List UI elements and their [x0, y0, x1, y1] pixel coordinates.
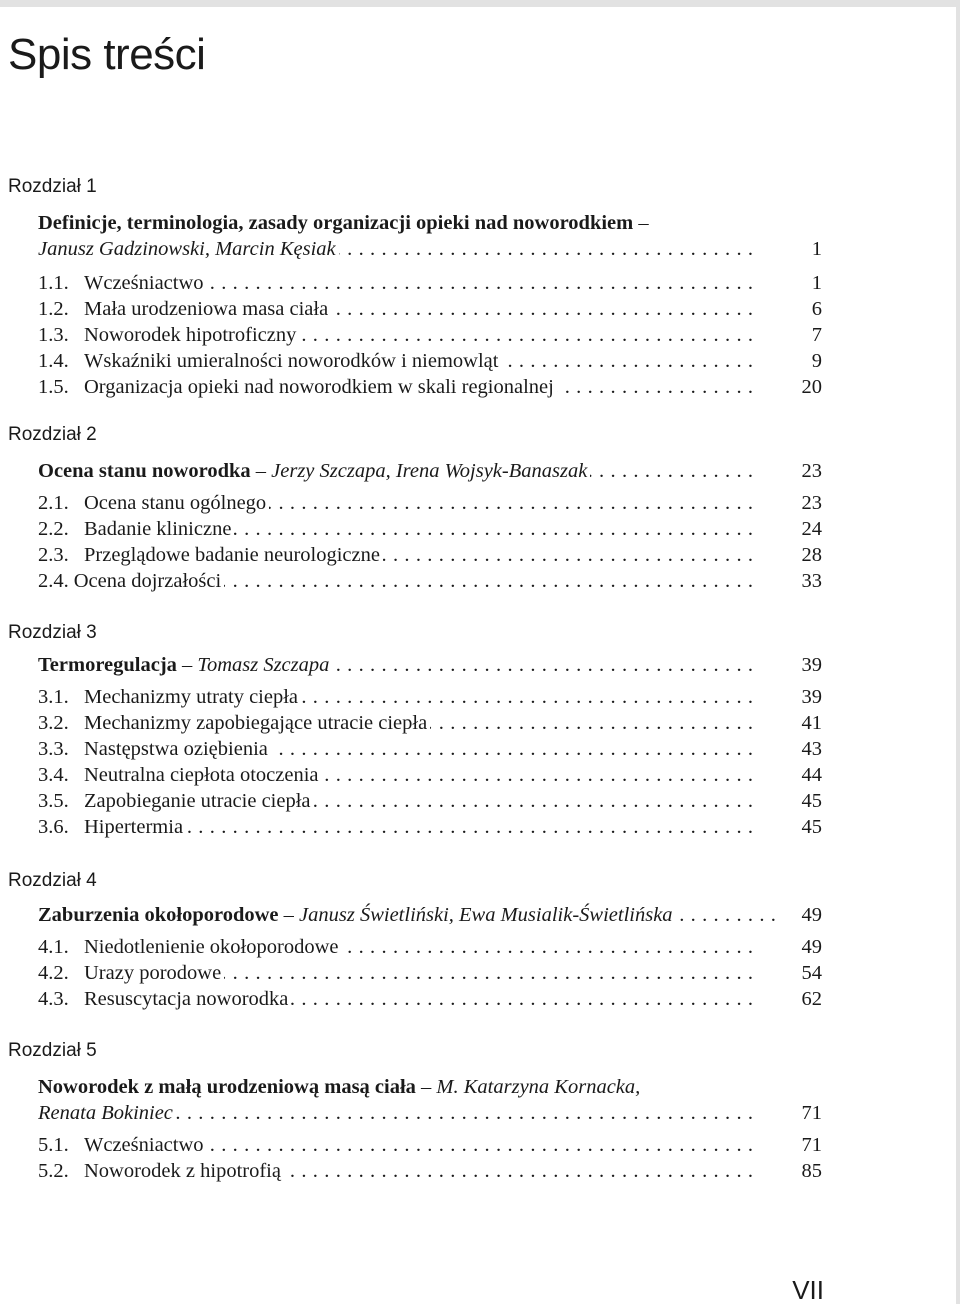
chapter-authors: Janusz Gadzinowski, Marcin Kęsiak: [38, 238, 336, 260]
page-ref: 43: [801, 738, 822, 760]
chapter-lead-title-line: [38, 210, 818, 236]
chapter-heading: Rozdział 5: [8, 1040, 97, 1061]
section-number: 3.6.: [38, 816, 69, 838]
page-title: Spis treści: [8, 30, 206, 79]
section-title: Resuscytacja noworodka: [84, 988, 289, 1010]
section-number: 4.3.: [38, 988, 69, 1010]
section-number: 3.1.: [38, 686, 69, 708]
chapter-authors-line-2: Renata Bokiniec: [38, 1102, 173, 1124]
page-ref: 6: [811, 298, 822, 320]
toc-entry-4-2[interactable]: [38, 960, 828, 986]
page-ref: 23: [801, 460, 822, 482]
page-ref: 33: [801, 570, 822, 592]
section-number: 1.1.: [38, 272, 69, 294]
page-ref: 41: [801, 712, 822, 734]
toc-entry-1-4[interactable]: [38, 348, 828, 374]
toc-entry-2-3[interactable]: [38, 542, 828, 568]
title-dash: –: [421, 1076, 432, 1098]
toc-entry-2-1[interactable]: [38, 490, 828, 516]
page-frame-top: [0, 0, 960, 7]
chapter-heading: Rozdział 2: [8, 424, 97, 445]
toc-entry-1-5[interactable]: [38, 374, 828, 400]
section-number: 1.3.: [38, 324, 69, 346]
section-number: 5.2.: [38, 1160, 69, 1182]
page-ref: 85: [801, 1160, 822, 1182]
section-title: Mechanizmy utraty ciepła: [84, 686, 299, 708]
toc-entry-3-6[interactable]: [38, 814, 828, 840]
title-dash: –: [255, 460, 267, 482]
section-number: 1.2.: [38, 298, 69, 320]
section-number: 2.1.: [38, 492, 69, 514]
chapter-title: Noworodek z małą urodzeniową masą ciała: [38, 1076, 416, 1098]
toc-entry-3-1[interactable]: [38, 684, 828, 710]
toc-entry-4-3[interactable]: [38, 986, 828, 1012]
toc-entry-chapter-3[interactable]: [38, 652, 828, 678]
page-frame-right: [956, 0, 960, 1304]
page-ref: 24: [801, 518, 822, 540]
section-title: Ocena stanu ogólnego: [84, 492, 267, 514]
section-number: 2.2.: [38, 518, 69, 540]
section-number: 5.1.: [38, 1134, 69, 1156]
section-number: 3.2.: [38, 712, 69, 734]
title-dash: –: [638, 212, 649, 234]
toc-entry-3-4[interactable]: [38, 762, 828, 788]
toc-entry-5-2[interactable]: [38, 1158, 828, 1184]
toc-entry-5-1[interactable]: [38, 1132, 828, 1158]
chapter-heading: Rozdział 1: [8, 176, 97, 197]
toc-entry-1-1[interactable]: [38, 270, 828, 296]
toc-entry-chapter-1[interactable]: [38, 236, 828, 262]
chapter-title: Termoregulacja: [38, 654, 177, 676]
page-ref: 39: [801, 686, 822, 708]
toc-entry-1-3[interactable]: [38, 322, 828, 348]
toc-entry-4-1[interactable]: [38, 934, 828, 960]
section-title: Wcześniactwo: [84, 272, 204, 294]
chapter-heading: Rozdział 4: [8, 870, 97, 891]
section-number: 2.4.: [38, 570, 69, 592]
section-number: 3.5.: [38, 790, 69, 812]
section-number: 4.1.: [38, 936, 69, 958]
section-number: 1.4.: [38, 350, 69, 372]
chapter-title: Definicje, terminologia, zasady organizacji opieki nad noworodkiem: [38, 212, 634, 234]
page-ref: 71: [801, 1134, 822, 1156]
section-number: 2.3.: [38, 544, 69, 566]
chapter-authors-line-1: M. Katarzyna Kornacka,: [436, 1076, 641, 1098]
chapter-title: Ocena stanu noworodka: [38, 460, 251, 482]
section-title: Noworodek z hipotrofią: [84, 1160, 281, 1182]
page-ref: 54: [801, 962, 822, 984]
page-ref: 23: [801, 492, 822, 514]
section-number: 1.5.: [38, 376, 69, 398]
page-ref: 45: [801, 790, 822, 812]
page-ref: 39: [801, 654, 822, 676]
section-title: Badanie kliniczne: [84, 518, 232, 540]
page-ref: 62: [801, 988, 822, 1010]
toc-entry-chapter-5[interactable]: [38, 1100, 828, 1126]
chapter-heading: Rozdział 3: [8, 622, 97, 643]
toc-entry-3-5[interactable]: [38, 788, 828, 814]
title-dash: –: [283, 904, 294, 926]
page-ref: 28: [801, 544, 822, 566]
section-number: 4.2.: [38, 962, 69, 984]
page-ref: 45: [801, 816, 822, 838]
page-ref: 9: [811, 350, 822, 372]
toc-entry-1-2[interactable]: [38, 296, 828, 322]
toc-entry-2-4[interactable]: [38, 568, 828, 594]
section-title: Neutralna ciepłota otoczenia: [84, 764, 319, 786]
section-title: Wskaźniki umieralności noworodków i niemowląt: [84, 350, 499, 372]
chapter-title: Zaburzenia okołoporodowe: [38, 904, 279, 926]
chapter-lead-title-line: [38, 1074, 818, 1100]
toc-entry-2-2[interactable]: [38, 516, 828, 542]
title-dash: –: [182, 654, 193, 676]
page-ref: 20: [801, 376, 822, 398]
section-title: Organizacja opieki nad noworodkiem w skali regionalnej: [84, 376, 554, 398]
page-ref: 44: [801, 764, 822, 786]
section-title: Mała urodzeniowa masa ciała: [84, 298, 329, 320]
section-title: Wcześniactwo: [84, 1134, 204, 1156]
section-title: Przeglądowe badanie neurologiczne: [84, 544, 380, 566]
section-title: Hipertermia: [84, 816, 184, 838]
toc-entry-chapter-2[interactable]: [38, 458, 828, 484]
section-title: Zapobieganie utracie ciepła: [84, 790, 311, 812]
section-title: Urazy porodowe: [84, 962, 222, 984]
toc-entry-3-2[interactable]: [38, 710, 828, 736]
section-title: Noworodek hipotroficzny: [84, 324, 297, 346]
section-number: 3.3.: [38, 738, 69, 760]
page-ref: 49: [801, 904, 822, 926]
page-ref: 7: [811, 324, 822, 346]
toc-entry-3-3[interactable]: [38, 736, 828, 762]
toc-entry-chapter-4[interactable]: [38, 902, 828, 928]
section-title: Ocena dojrzałości: [73, 570, 222, 592]
page-ref: 1: [811, 272, 822, 294]
section-title: Mechanizmy zapobiegające utracie ciepła: [84, 712, 428, 734]
page-number: VII: [792, 1275, 824, 1305]
chapter-authors: Janusz Świetliński, Ewa Musialik-Świetlińska: [299, 904, 673, 926]
section-number: 3.4.: [38, 764, 69, 786]
section-title: Niedotlenienie okołoporodowe: [84, 936, 339, 958]
page-ref: 1: [811, 238, 822, 260]
page-ref: 71: [801, 1102, 822, 1124]
chapter-authors: Jerzy Szczapa, Irena Wojsyk-Banaszak: [271, 460, 588, 482]
page-ref: 49: [801, 936, 822, 958]
section-title: Następstwa oziębienia: [84, 738, 268, 760]
chapter-authors: Tomasz Szczapa: [197, 654, 330, 676]
